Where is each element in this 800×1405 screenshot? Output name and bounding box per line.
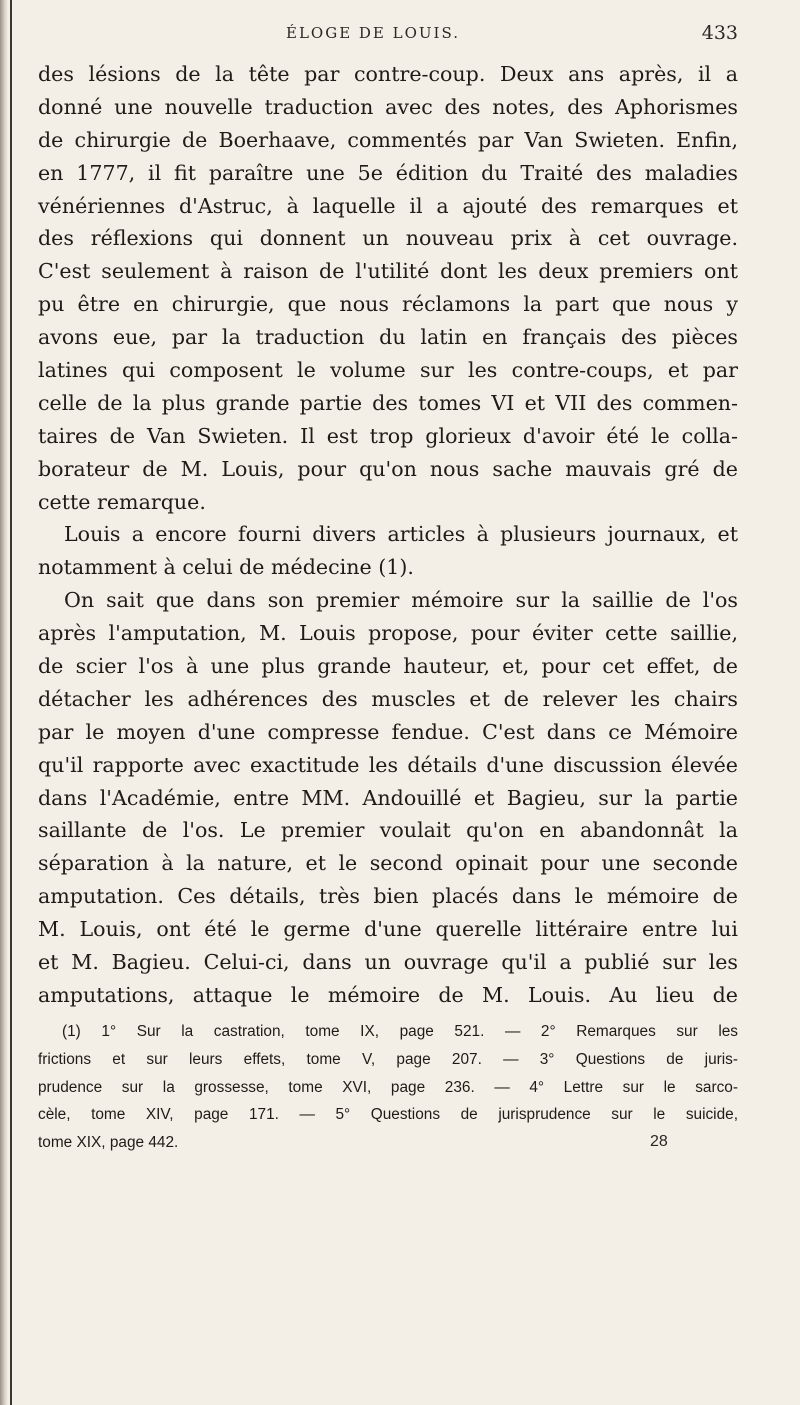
text-line: celle de la plus grande partie des tomes VI et VII des commen-	[38, 390, 738, 415]
page-number: 433	[701, 22, 738, 44]
footnote-line: cèle, tome XIV, page 171. — 5° Questions de jurisprudence sur le suicide,	[38, 1106, 738, 1124]
text-line: qu'il rapporte avec exactitude les détails d'une discussion élevée	[38, 752, 738, 777]
footnote-line: tome XIX, page 442.	[38, 1134, 179, 1152]
text-line: pu être en chirurgie, que nous réclamons la part que nous y	[38, 292, 738, 317]
footnote-line: (1) 1° Sur la castration, tome IX, page 521. — 2° Remarques sur les	[62, 1023, 738, 1040]
text-line: amputations, attaque le mémoire de M. Louis. Au lieu de	[38, 982, 738, 1007]
running-title: ÉLOGE DE LOUIS.	[286, 24, 460, 42]
text-line: détacher les adhérences des muscles et de relever les chairs	[38, 686, 738, 711]
text-line: des réflexions qui donnent un nouveau prix à cet ouvrage.	[38, 226, 738, 251]
text-line: dans l'Académie, entre MM. Andouillé et Bagieu, sur la partie	[38, 785, 738, 810]
text-line: de scier l'os à une plus grande hauteur, et, pour cet effet, de	[38, 654, 738, 679]
signature-mark: 28	[650, 1133, 668, 1150]
body-text	[38, 58, 738, 1012]
text-line: avons eue, par la traduction du latin en français des pièces	[38, 325, 738, 350]
text-line: M. Louis, ont été le germe d'une querelle littéraire entre lui	[38, 917, 738, 942]
text-line: donné une nouvelle traduction avec des notes, des Aphorismes	[38, 94, 738, 119]
text-line: cette remarque.	[38, 489, 206, 514]
text-line: Louis a encore fourni divers articles à plusieurs journaux, et	[64, 522, 738, 547]
text-line: de chirurgie de Boerhaave, commentés par Van Swieten. Enfin,	[38, 127, 738, 152]
text-line: par le moyen d'une compresse fendue. C'est dans ce Mémoire	[38, 719, 738, 744]
footnote-line: frictions et sur leurs effets, tome V, page 207. — 3° Questions de juris-	[38, 1050, 738, 1068]
text-line: après l'amputation, M. Louis propose, pour éviter cette saillie,	[38, 621, 738, 646]
text-line: séparation à la nature, et le second opinait pour une seconde	[38, 851, 738, 876]
page-binding-line	[10, 0, 12, 1405]
text-line: en 1777, il fit paraître une 5e édition du Traité des maladies	[38, 160, 738, 185]
text-line: amputation. Ces détails, très bien placés dans le mémoire de	[38, 884, 738, 909]
text-line: latines qui composent le volume sur les contre-coups, et par	[38, 358, 738, 383]
page-header	[38, 22, 738, 52]
footnotes	[38, 1018, 738, 1157]
footnote-line: prudence sur la grossesse, tome XVI, page 236. — 4° Lettre sur le sarco-	[38, 1078, 738, 1096]
page-binding-shadow	[0, 0, 8, 1405]
text-line: des lésions de la tête par contre-coup. Deux ans après, il a	[38, 62, 738, 86]
text-line: taires de Van Swieten. Il est trop glorieux d'avoir été le colla-	[38, 423, 738, 448]
text-line: borateur de M. Louis, pour qu'on nous sache mauvais gré de	[38, 456, 738, 481]
text-line: vénériennes d'Astruc, à laquelle il a ajouté des remarques et	[38, 193, 738, 218]
text-line: On sait que dans son premier mémoire sur la saillie de l'os	[64, 588, 738, 613]
text-line: notamment à celui de médecine (1).	[38, 555, 414, 580]
text-line: saillante de l'os. Le premier voulait qu'on en abandonnât la	[38, 818, 738, 843]
text-line: C'est seulement à raison de l'utilité dont les deux premiers ont	[38, 259, 738, 284]
text-line: et M. Bagieu. Celui-ci, dans un ouvrage qu'il a publié sur les	[38, 950, 738, 975]
